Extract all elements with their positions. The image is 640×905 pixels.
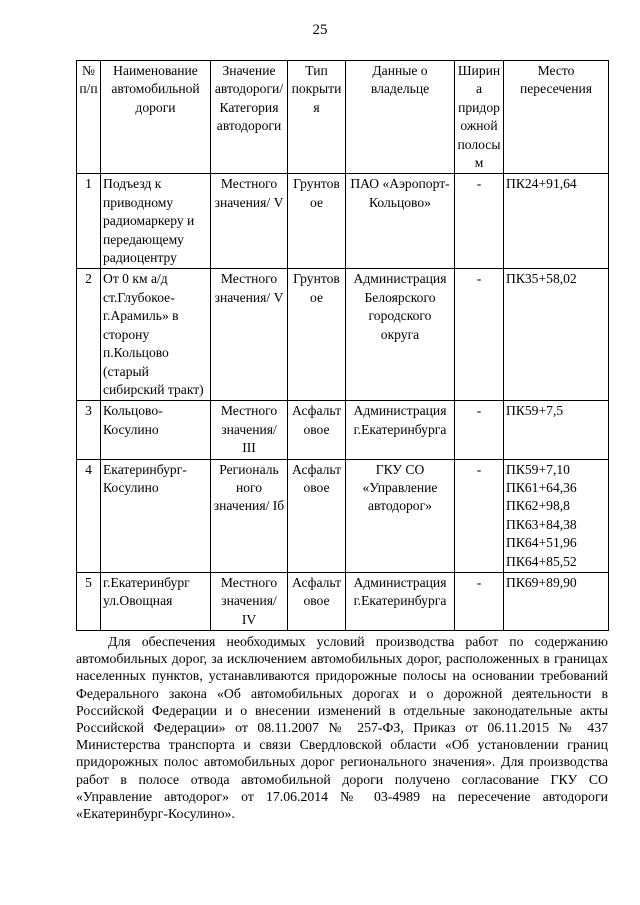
- row-width: -: [455, 174, 504, 269]
- row-num: 3: [77, 401, 101, 459]
- header-type: Тип покрытия: [288, 61, 346, 174]
- crossing-point: ПК59+7,5: [506, 403, 564, 419]
- crossing-point: ПК24+91,64: [506, 176, 577, 192]
- row-road-name: От 0 км а/д ст.Глубокое-г.Арамиль» в сторону п.Кольцово (старый сибирский тракт): [101, 269, 211, 401]
- header-value: Значение автодороги/ Категория автодороги: [211, 61, 288, 174]
- crossing-point: ПК63+84,38: [506, 516, 577, 532]
- crossing-point: ПК59+7,10: [506, 461, 570, 477]
- row-crossing: [504, 401, 609, 459]
- row-owner: Администрация Белоярского городского округа: [346, 269, 455, 401]
- crossing-point: ПК64+85,52: [506, 553, 577, 569]
- row-road-value: Местного значения/ V: [211, 174, 288, 269]
- row-crossing: [504, 572, 609, 630]
- table-row: [77, 174, 609, 269]
- row-road-value: Местного значения/ III: [211, 401, 288, 459]
- crossing-point: ПК69+89,90: [506, 574, 577, 590]
- header-owner: Данные о владельце: [346, 61, 455, 174]
- crossing-point: ПК64+51,96: [506, 535, 577, 551]
- row-road-value: Региональ ного значения/ Iб: [211, 459, 288, 572]
- page-number: 25: [312, 22, 328, 38]
- row-owner: ГКУ СО «Управление автодорог»: [346, 459, 455, 572]
- roads-table: [76, 60, 609, 631]
- row-num: 4: [77, 459, 101, 572]
- crossing-point: ПК61+64,36: [506, 479, 577, 495]
- header-crossing: Место пересечения: [504, 61, 609, 174]
- row-road-value: Местного значения/ IV: [211, 572, 288, 630]
- row-crossing: [504, 459, 609, 572]
- row-surface-type: Грунтовое: [288, 174, 346, 269]
- row-road-name: Екатеринбург-Косулино: [101, 459, 211, 572]
- table-header-row: [77, 61, 609, 174]
- row-width: -: [455, 459, 504, 572]
- header-width: Ширина придорожной полосы м: [455, 61, 504, 174]
- row-road-name: г.Екатеринбург ул.Овощная: [101, 572, 211, 630]
- table-row: [77, 572, 609, 630]
- row-surface-type: Грунтовое: [288, 269, 346, 401]
- row-surface-type: Асфальтовое: [288, 572, 346, 630]
- row-surface-type: Асфальтовое: [288, 459, 346, 572]
- crossing-point: ПК35+58,02: [506, 271, 577, 287]
- row-owner: Администрация г.Екатеринбурга: [346, 572, 455, 630]
- row-num: 2: [77, 269, 101, 401]
- table-row: [77, 269, 609, 401]
- row-road-name: Подъезд к приводному радиомаркеру и передающему радиоцентру: [101, 174, 211, 269]
- header-num: № п/п: [77, 61, 101, 174]
- table-row: [77, 459, 609, 572]
- row-road-value: Местного значения/ V: [211, 269, 288, 401]
- row-crossing: [504, 174, 609, 269]
- row-width: -: [455, 401, 504, 459]
- row-crossing: [504, 269, 609, 401]
- row-num: 1: [77, 174, 101, 269]
- body-paragraph: Для обеспечения необходимых условий производства работ по содержанию автомобильных дорог, за исключением автомобильных дорог, расположенных в границах населенных пунктов, устанавливаются придорожные полосы на основании требований Федерального закона «Об автомобильных дорогах и о дорожной деятельности в Российской Федерации и о внесении изменений в отдельные законодательные акты Российской Федерации» от 08.11.2007 № 257-ФЗ, Приказ от 06.11.2015 № 437 Министерства транспорта и связи Свердловской области «Об установлении границ придорожных полос автомобильных дорог регионального значения». Для производства работ в полосе отвода автомобильной дороги получено согласование ГКУ СО «Управление автодорог» от 17.06.2014 № 03-4989 на пересечение автодороги «Екатеринбург-Косулино».: [76, 634, 608, 822]
- header-name: Наименование автомобильной дороги: [101, 61, 211, 174]
- row-road-name: Кольцово-Косулино: [101, 401, 211, 459]
- row-width: -: [455, 572, 504, 630]
- row-num: 5: [77, 572, 101, 630]
- table-row: [77, 401, 609, 459]
- row-owner: ПАО «Аэропорт-Кольцово»: [346, 174, 455, 269]
- row-width: -: [455, 269, 504, 401]
- row-owner: Администрация г.Екатеринбурга: [346, 401, 455, 459]
- row-surface-type: Асфальтовое: [288, 401, 346, 459]
- crossing-point: ПК62+98,8: [506, 498, 570, 514]
